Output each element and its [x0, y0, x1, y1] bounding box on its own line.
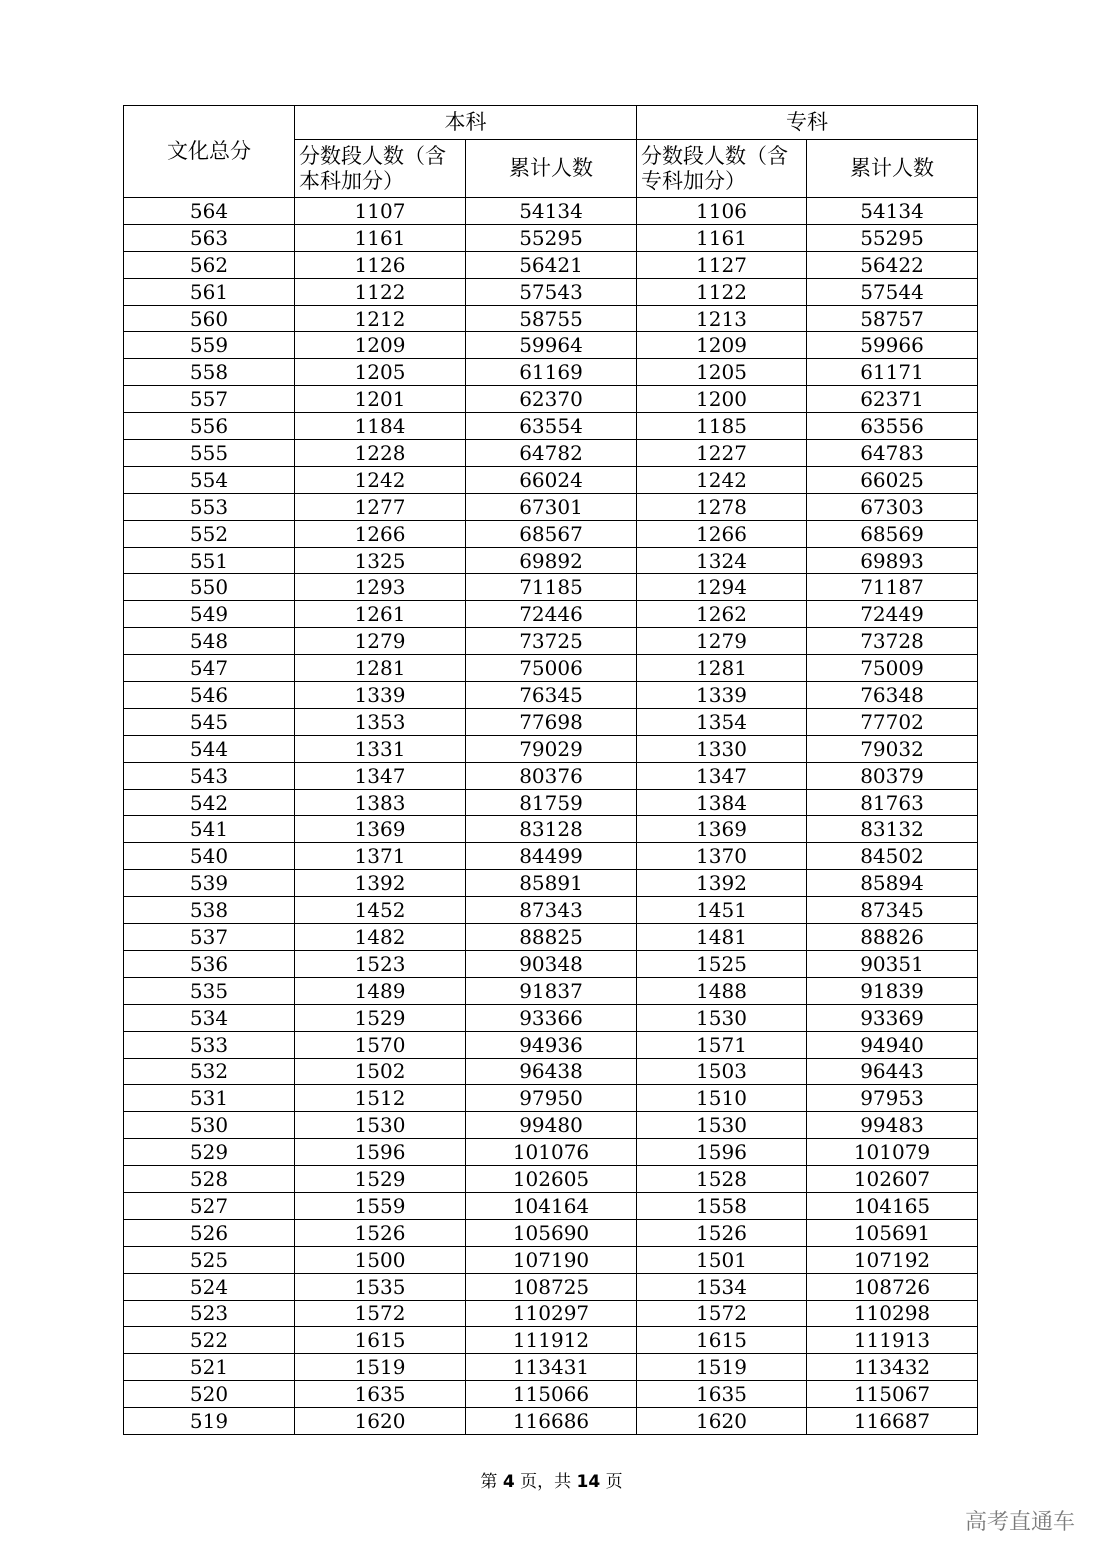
score-distribution-table	[123, 105, 978, 1435]
cell-undergrad-segment: 1519	[295, 1354, 466, 1381]
cell-undergrad-cumulative: 94936	[466, 1031, 637, 1058]
cell-undergrad-cumulative: 69892	[466, 547, 637, 574]
cell-junior-cumulative: 57544	[807, 278, 978, 305]
cell-junior-cumulative: 84502	[807, 843, 978, 870]
cell-score: 562	[124, 251, 295, 278]
cell-junior-cumulative: 63556	[807, 413, 978, 440]
table-row	[124, 1273, 978, 1300]
cell-undergrad-segment: 1353	[295, 708, 466, 735]
cell-undergrad-segment: 1242	[295, 466, 466, 493]
table-row	[124, 278, 978, 305]
footer-page-number: 4	[502, 1472, 515, 1492]
cell-undergrad-segment: 1107	[295, 198, 466, 225]
cell-undergrad-cumulative: 113431	[466, 1354, 637, 1381]
cell-undergrad-cumulative: 116686	[466, 1408, 637, 1435]
cell-junior-segment: 1488	[637, 977, 807, 1004]
cell-score: 564	[124, 198, 295, 225]
cell-undergrad-cumulative: 108725	[466, 1273, 637, 1300]
cell-undergrad-segment: 1535	[295, 1273, 466, 1300]
table-row	[124, 977, 978, 1004]
cell-undergrad-segment: 1523	[295, 950, 466, 977]
cell-undergrad-segment: 1502	[295, 1058, 466, 1085]
cell-junior-cumulative: 105691	[807, 1219, 978, 1246]
cell-undergrad-segment: 1339	[295, 682, 466, 709]
cell-junior-segment: 1519	[637, 1354, 807, 1381]
cell-undergrad-cumulative: 72446	[466, 601, 637, 628]
cell-score: 557	[124, 386, 295, 413]
cell-score: 529	[124, 1139, 295, 1166]
cell-junior-segment: 1213	[637, 305, 807, 332]
cell-undergrad-segment: 1293	[295, 574, 466, 601]
cell-junior-cumulative: 66025	[807, 466, 978, 493]
cell-undergrad-cumulative: 57543	[466, 278, 637, 305]
cell-score: 559	[124, 332, 295, 359]
table-row	[124, 305, 978, 332]
cell-junior-cumulative: 59966	[807, 332, 978, 359]
cell-junior-segment: 1354	[637, 708, 807, 735]
cell-score: 543	[124, 762, 295, 789]
cell-junior-segment: 1530	[637, 1004, 807, 1031]
cell-undergrad-segment: 1559	[295, 1192, 466, 1219]
cell-junior-cumulative: 68569	[807, 520, 978, 547]
cell-junior-cumulative: 101079	[807, 1139, 978, 1166]
cell-undergrad-segment: 1347	[295, 762, 466, 789]
cell-undergrad-cumulative: 68567	[466, 520, 637, 547]
cell-score: 542	[124, 789, 295, 816]
cell-junior-segment: 1571	[637, 1031, 807, 1058]
cell-undergrad-cumulative: 101076	[466, 1139, 637, 1166]
table-row	[124, 601, 978, 628]
cell-undergrad-segment: 1369	[295, 816, 466, 843]
cell-junior-cumulative: 87345	[807, 897, 978, 924]
cell-undergrad-segment: 1279	[295, 628, 466, 655]
footer-middle: 页，共	[520, 1472, 572, 1492]
cell-junior-cumulative: 67303	[807, 493, 978, 520]
cell-junior-segment: 1262	[637, 601, 807, 628]
table-row	[124, 1408, 978, 1435]
cell-undergrad-segment: 1266	[295, 520, 466, 547]
cell-undergrad-cumulative: 102605	[466, 1166, 637, 1193]
table-row	[124, 1381, 978, 1408]
cell-junior-cumulative: 97953	[807, 1085, 978, 1112]
cell-junior-segment: 1384	[637, 789, 807, 816]
cell-junior-cumulative: 99483	[807, 1112, 978, 1139]
cell-undergrad-segment: 1126	[295, 251, 466, 278]
header-junior-cumulative: 累计人数	[807, 140, 978, 198]
cell-junior-cumulative: 110298	[807, 1300, 978, 1327]
cell-junior-segment: 1205	[637, 359, 807, 386]
cell-undergrad-cumulative: 87343	[466, 897, 637, 924]
cell-undergrad-segment: 1482	[295, 924, 466, 951]
cell-junior-segment: 1324	[637, 547, 807, 574]
table-row	[124, 924, 978, 951]
cell-score: 523	[124, 1300, 295, 1327]
cell-junior-cumulative: 77702	[807, 708, 978, 735]
cell-score: 531	[124, 1085, 295, 1112]
page-footer	[0, 1467, 1103, 1492]
cell-score: 546	[124, 682, 295, 709]
table-row	[124, 762, 978, 789]
table-row	[124, 708, 978, 735]
cell-junior-segment: 1279	[637, 628, 807, 655]
cell-junior-segment: 1200	[637, 386, 807, 413]
cell-junior-cumulative: 93369	[807, 1004, 978, 1031]
cell-undergrad-segment: 1331	[295, 735, 466, 762]
cell-undergrad-segment: 1161	[295, 224, 466, 251]
cell-undergrad-cumulative: 88825	[466, 924, 637, 951]
cell-score: 530	[124, 1112, 295, 1139]
cell-junior-segment: 1635	[637, 1381, 807, 1408]
cell-undergrad-cumulative: 58755	[466, 305, 637, 332]
cell-undergrad-segment: 1277	[295, 493, 466, 520]
header-undergrad: 本科	[295, 106, 637, 140]
cell-undergrad-cumulative: 111912	[466, 1327, 637, 1354]
footer-suffix: 页	[605, 1472, 623, 1492]
cell-score: 538	[124, 897, 295, 924]
cell-score: 532	[124, 1058, 295, 1085]
cell-undergrad-segment: 1572	[295, 1300, 466, 1327]
cell-undergrad-segment: 1205	[295, 359, 466, 386]
cell-score: 521	[124, 1354, 295, 1381]
table-row	[124, 198, 978, 225]
header-junior: 专科	[637, 106, 978, 140]
cell-undergrad-cumulative: 91837	[466, 977, 637, 1004]
cell-junior-cumulative: 94940	[807, 1031, 978, 1058]
cell-undergrad-cumulative: 63554	[466, 413, 637, 440]
cell-junior-segment: 1530	[637, 1112, 807, 1139]
cell-score: 519	[124, 1408, 295, 1435]
cell-undergrad-cumulative: 110297	[466, 1300, 637, 1327]
cell-junior-segment: 1227	[637, 440, 807, 467]
cell-junior-cumulative: 58757	[807, 305, 978, 332]
cell-undergrad-cumulative: 55295	[466, 224, 637, 251]
cell-junior-cumulative: 90351	[807, 950, 978, 977]
cell-junior-cumulative: 91839	[807, 977, 978, 1004]
cell-undergrad-cumulative: 90348	[466, 950, 637, 977]
cell-score: 560	[124, 305, 295, 332]
cell-undergrad-segment: 1228	[295, 440, 466, 467]
cell-undergrad-segment: 1281	[295, 655, 466, 682]
table-row	[124, 1058, 978, 1085]
cell-undergrad-cumulative: 96438	[466, 1058, 637, 1085]
cell-junior-cumulative: 104165	[807, 1192, 978, 1219]
cell-score: 528	[124, 1166, 295, 1193]
cell-undergrad-cumulative: 56421	[466, 251, 637, 278]
cell-score: 525	[124, 1246, 295, 1273]
cell-junior-cumulative: 56422	[807, 251, 978, 278]
table-row	[124, 1354, 978, 1381]
cell-undergrad-cumulative: 83128	[466, 816, 637, 843]
cell-junior-cumulative: 102607	[807, 1166, 978, 1193]
cell-score: 533	[124, 1031, 295, 1058]
header-undergrad-segment	[295, 140, 466, 198]
cell-junior-segment: 1501	[637, 1246, 807, 1273]
cell-undergrad-cumulative: 104164	[466, 1192, 637, 1219]
table-row	[124, 1166, 978, 1193]
table-row	[124, 1112, 978, 1139]
cell-undergrad-cumulative: 107190	[466, 1246, 637, 1273]
table-row	[124, 1004, 978, 1031]
cell-junior-segment: 1369	[637, 816, 807, 843]
watermark: 高考直通车	[964, 1510, 1075, 1535]
cell-junior-cumulative: 116687	[807, 1408, 978, 1435]
cell-undergrad-segment: 1529	[295, 1004, 466, 1031]
cell-junior-cumulative: 75009	[807, 655, 978, 682]
table-row	[124, 251, 978, 278]
footer-total-pages: 14	[576, 1472, 601, 1492]
table-body	[124, 198, 978, 1435]
header-junior-segment	[637, 140, 807, 198]
cell-undergrad-segment: 1529	[295, 1166, 466, 1193]
header-undergrad-segment-label: 分数段人数（含本科加分）	[299, 143, 446, 193]
cell-score: 558	[124, 359, 295, 386]
cell-undergrad-segment: 1500	[295, 1246, 466, 1273]
cell-score: 554	[124, 466, 295, 493]
cell-score: 549	[124, 601, 295, 628]
cell-score: 552	[124, 520, 295, 547]
table-row	[124, 870, 978, 897]
cell-score: 537	[124, 924, 295, 951]
table-row	[124, 1192, 978, 1219]
cell-junior-cumulative: 62371	[807, 386, 978, 413]
cell-junior-cumulative: 80379	[807, 762, 978, 789]
cell-score: 553	[124, 493, 295, 520]
cell-junior-segment: 1294	[637, 574, 807, 601]
cell-junior-cumulative: 72449	[807, 601, 978, 628]
cell-junior-cumulative: 113432	[807, 1354, 978, 1381]
cell-undergrad-cumulative: 76345	[466, 682, 637, 709]
cell-undergrad-cumulative: 75006	[466, 655, 637, 682]
cell-undergrad-cumulative: 64782	[466, 440, 637, 467]
cell-junior-segment: 1503	[637, 1058, 807, 1085]
cell-junior-cumulative: 85894	[807, 870, 978, 897]
cell-junior-segment: 1278	[637, 493, 807, 520]
cell-junior-segment: 1528	[637, 1166, 807, 1193]
cell-undergrad-segment: 1383	[295, 789, 466, 816]
table-row	[124, 332, 978, 359]
cell-junior-cumulative: 83132	[807, 816, 978, 843]
cell-junior-cumulative: 96443	[807, 1058, 978, 1085]
cell-undergrad-segment: 1325	[295, 547, 466, 574]
cell-junior-segment: 1347	[637, 762, 807, 789]
cell-junior-segment: 1526	[637, 1219, 807, 1246]
cell-score: 520	[124, 1381, 295, 1408]
header-score: 文化总分	[124, 106, 295, 198]
cell-score: 551	[124, 547, 295, 574]
cell-junior-cumulative: 64783	[807, 440, 978, 467]
cell-junior-cumulative: 69893	[807, 547, 978, 574]
table-row	[124, 574, 978, 601]
cell-junior-segment: 1370	[637, 843, 807, 870]
table-row	[124, 735, 978, 762]
cell-score: 547	[124, 655, 295, 682]
table-row	[124, 520, 978, 547]
table-row	[124, 224, 978, 251]
cell-undergrad-segment: 1184	[295, 413, 466, 440]
cell-undergrad-cumulative: 77698	[466, 708, 637, 735]
cell-undergrad-cumulative: 79029	[466, 735, 637, 762]
cell-undergrad-cumulative: 84499	[466, 843, 637, 870]
table-row	[124, 897, 978, 924]
cell-undergrad-segment: 1530	[295, 1112, 466, 1139]
table-row	[124, 386, 978, 413]
table-row	[124, 466, 978, 493]
cell-junior-cumulative: 54134	[807, 198, 978, 225]
cell-score: 548	[124, 628, 295, 655]
cell-undergrad-cumulative: 54134	[466, 198, 637, 225]
cell-undergrad-cumulative: 80376	[466, 762, 637, 789]
cell-undergrad-cumulative: 66024	[466, 466, 637, 493]
table-row	[124, 1031, 978, 1058]
cell-score: 544	[124, 735, 295, 762]
cell-score: 527	[124, 1192, 295, 1219]
cell-junior-segment: 1620	[637, 1408, 807, 1435]
table-row	[124, 655, 978, 682]
cell-junior-cumulative: 73728	[807, 628, 978, 655]
cell-junior-segment: 1451	[637, 897, 807, 924]
table-row	[124, 1327, 978, 1354]
table-row	[124, 628, 978, 655]
cell-score: 555	[124, 440, 295, 467]
cell-junior-segment: 1161	[637, 224, 807, 251]
cell-undergrad-cumulative: 81759	[466, 789, 637, 816]
cell-score: 563	[124, 224, 295, 251]
table-row	[124, 843, 978, 870]
cell-junior-segment: 1525	[637, 950, 807, 977]
cell-score: 536	[124, 950, 295, 977]
cell-undergrad-cumulative: 67301	[466, 493, 637, 520]
cell-junior-segment: 1510	[637, 1085, 807, 1112]
cell-undergrad-segment: 1261	[295, 601, 466, 628]
header-junior-segment-label: 分数段人数（含专科加分）	[641, 143, 788, 193]
cell-undergrad-segment: 1596	[295, 1139, 466, 1166]
cell-undergrad-segment: 1212	[295, 305, 466, 332]
cell-undergrad-cumulative: 61169	[466, 359, 637, 386]
cell-score: 522	[124, 1327, 295, 1354]
cell-score: 540	[124, 843, 295, 870]
cell-junior-cumulative: 115067	[807, 1381, 978, 1408]
cell-junior-segment: 1572	[637, 1300, 807, 1327]
table-row	[124, 1085, 978, 1112]
table-row	[124, 816, 978, 843]
cell-score: 556	[124, 413, 295, 440]
cell-score: 524	[124, 1273, 295, 1300]
cell-junior-cumulative: 81763	[807, 789, 978, 816]
cell-undergrad-segment: 1512	[295, 1085, 466, 1112]
table-row	[124, 493, 978, 520]
cell-undergrad-segment: 1526	[295, 1219, 466, 1246]
cell-junior-segment: 1127	[637, 251, 807, 278]
cell-junior-segment: 1596	[637, 1139, 807, 1166]
cell-junior-segment: 1534	[637, 1273, 807, 1300]
cell-undergrad-cumulative: 73725	[466, 628, 637, 655]
cell-undergrad-cumulative: 115066	[466, 1381, 637, 1408]
cell-junior-cumulative: 79032	[807, 735, 978, 762]
table-row	[124, 1300, 978, 1327]
cell-undergrad-cumulative: 71185	[466, 574, 637, 601]
cell-undergrad-cumulative: 93366	[466, 1004, 637, 1031]
cell-score: 539	[124, 870, 295, 897]
cell-junior-segment: 1558	[637, 1192, 807, 1219]
cell-undergrad-cumulative: 99480	[466, 1112, 637, 1139]
cell-score: 541	[124, 816, 295, 843]
cell-score: 534	[124, 1004, 295, 1031]
cell-undergrad-cumulative: 85891	[466, 870, 637, 897]
table-row	[124, 413, 978, 440]
cell-junior-cumulative: 111913	[807, 1327, 978, 1354]
cell-junior-segment: 1209	[637, 332, 807, 359]
table-row	[124, 1246, 978, 1273]
cell-junior-cumulative: 107192	[807, 1246, 978, 1273]
cell-score: 561	[124, 278, 295, 305]
cell-junior-segment: 1281	[637, 655, 807, 682]
cell-junior-cumulative: 108726	[807, 1273, 978, 1300]
cell-undergrad-segment: 1615	[295, 1327, 466, 1354]
cell-undergrad-segment: 1620	[295, 1408, 466, 1435]
cell-undergrad-segment: 1209	[295, 332, 466, 359]
cell-score: 526	[124, 1219, 295, 1246]
cell-undergrad-cumulative: 59964	[466, 332, 637, 359]
cell-junior-segment: 1481	[637, 924, 807, 951]
table-row	[124, 789, 978, 816]
table-row	[124, 950, 978, 977]
cell-score: 535	[124, 977, 295, 1004]
cell-undergrad-segment: 1635	[295, 1381, 466, 1408]
cell-junior-segment: 1242	[637, 466, 807, 493]
cell-junior-cumulative: 55295	[807, 224, 978, 251]
table-row	[124, 1219, 978, 1246]
cell-undergrad-segment: 1371	[295, 843, 466, 870]
cell-score: 550	[124, 574, 295, 601]
cell-junior-segment: 1615	[637, 1327, 807, 1354]
cell-undergrad-cumulative: 97950	[466, 1085, 637, 1112]
cell-junior-segment: 1330	[637, 735, 807, 762]
cell-junior-segment: 1185	[637, 413, 807, 440]
cell-junior-cumulative: 61171	[807, 359, 978, 386]
cell-undergrad-segment: 1452	[295, 897, 466, 924]
header-undergrad-cumulative: 累计人数	[466, 140, 637, 198]
table-row	[124, 547, 978, 574]
table-row	[124, 1139, 978, 1166]
cell-undergrad-segment: 1201	[295, 386, 466, 413]
table-row	[124, 359, 978, 386]
cell-junior-segment: 1339	[637, 682, 807, 709]
table-row	[124, 682, 978, 709]
cell-junior-segment: 1266	[637, 520, 807, 547]
cell-undergrad-segment: 1570	[295, 1031, 466, 1058]
cell-junior-cumulative: 88826	[807, 924, 978, 951]
cell-undergrad-cumulative: 105690	[466, 1219, 637, 1246]
cell-junior-segment: 1106	[637, 198, 807, 225]
cell-undergrad-cumulative: 62370	[466, 386, 637, 413]
cell-score: 545	[124, 708, 295, 735]
cell-junior-segment: 1392	[637, 870, 807, 897]
cell-junior-cumulative: 76348	[807, 682, 978, 709]
footer-prefix: 第	[480, 1472, 498, 1492]
cell-undergrad-segment: 1489	[295, 977, 466, 1004]
cell-undergrad-segment: 1122	[295, 278, 466, 305]
cell-junior-segment: 1122	[637, 278, 807, 305]
cell-junior-cumulative: 71187	[807, 574, 978, 601]
table-row	[124, 440, 978, 467]
cell-undergrad-segment: 1392	[295, 870, 466, 897]
